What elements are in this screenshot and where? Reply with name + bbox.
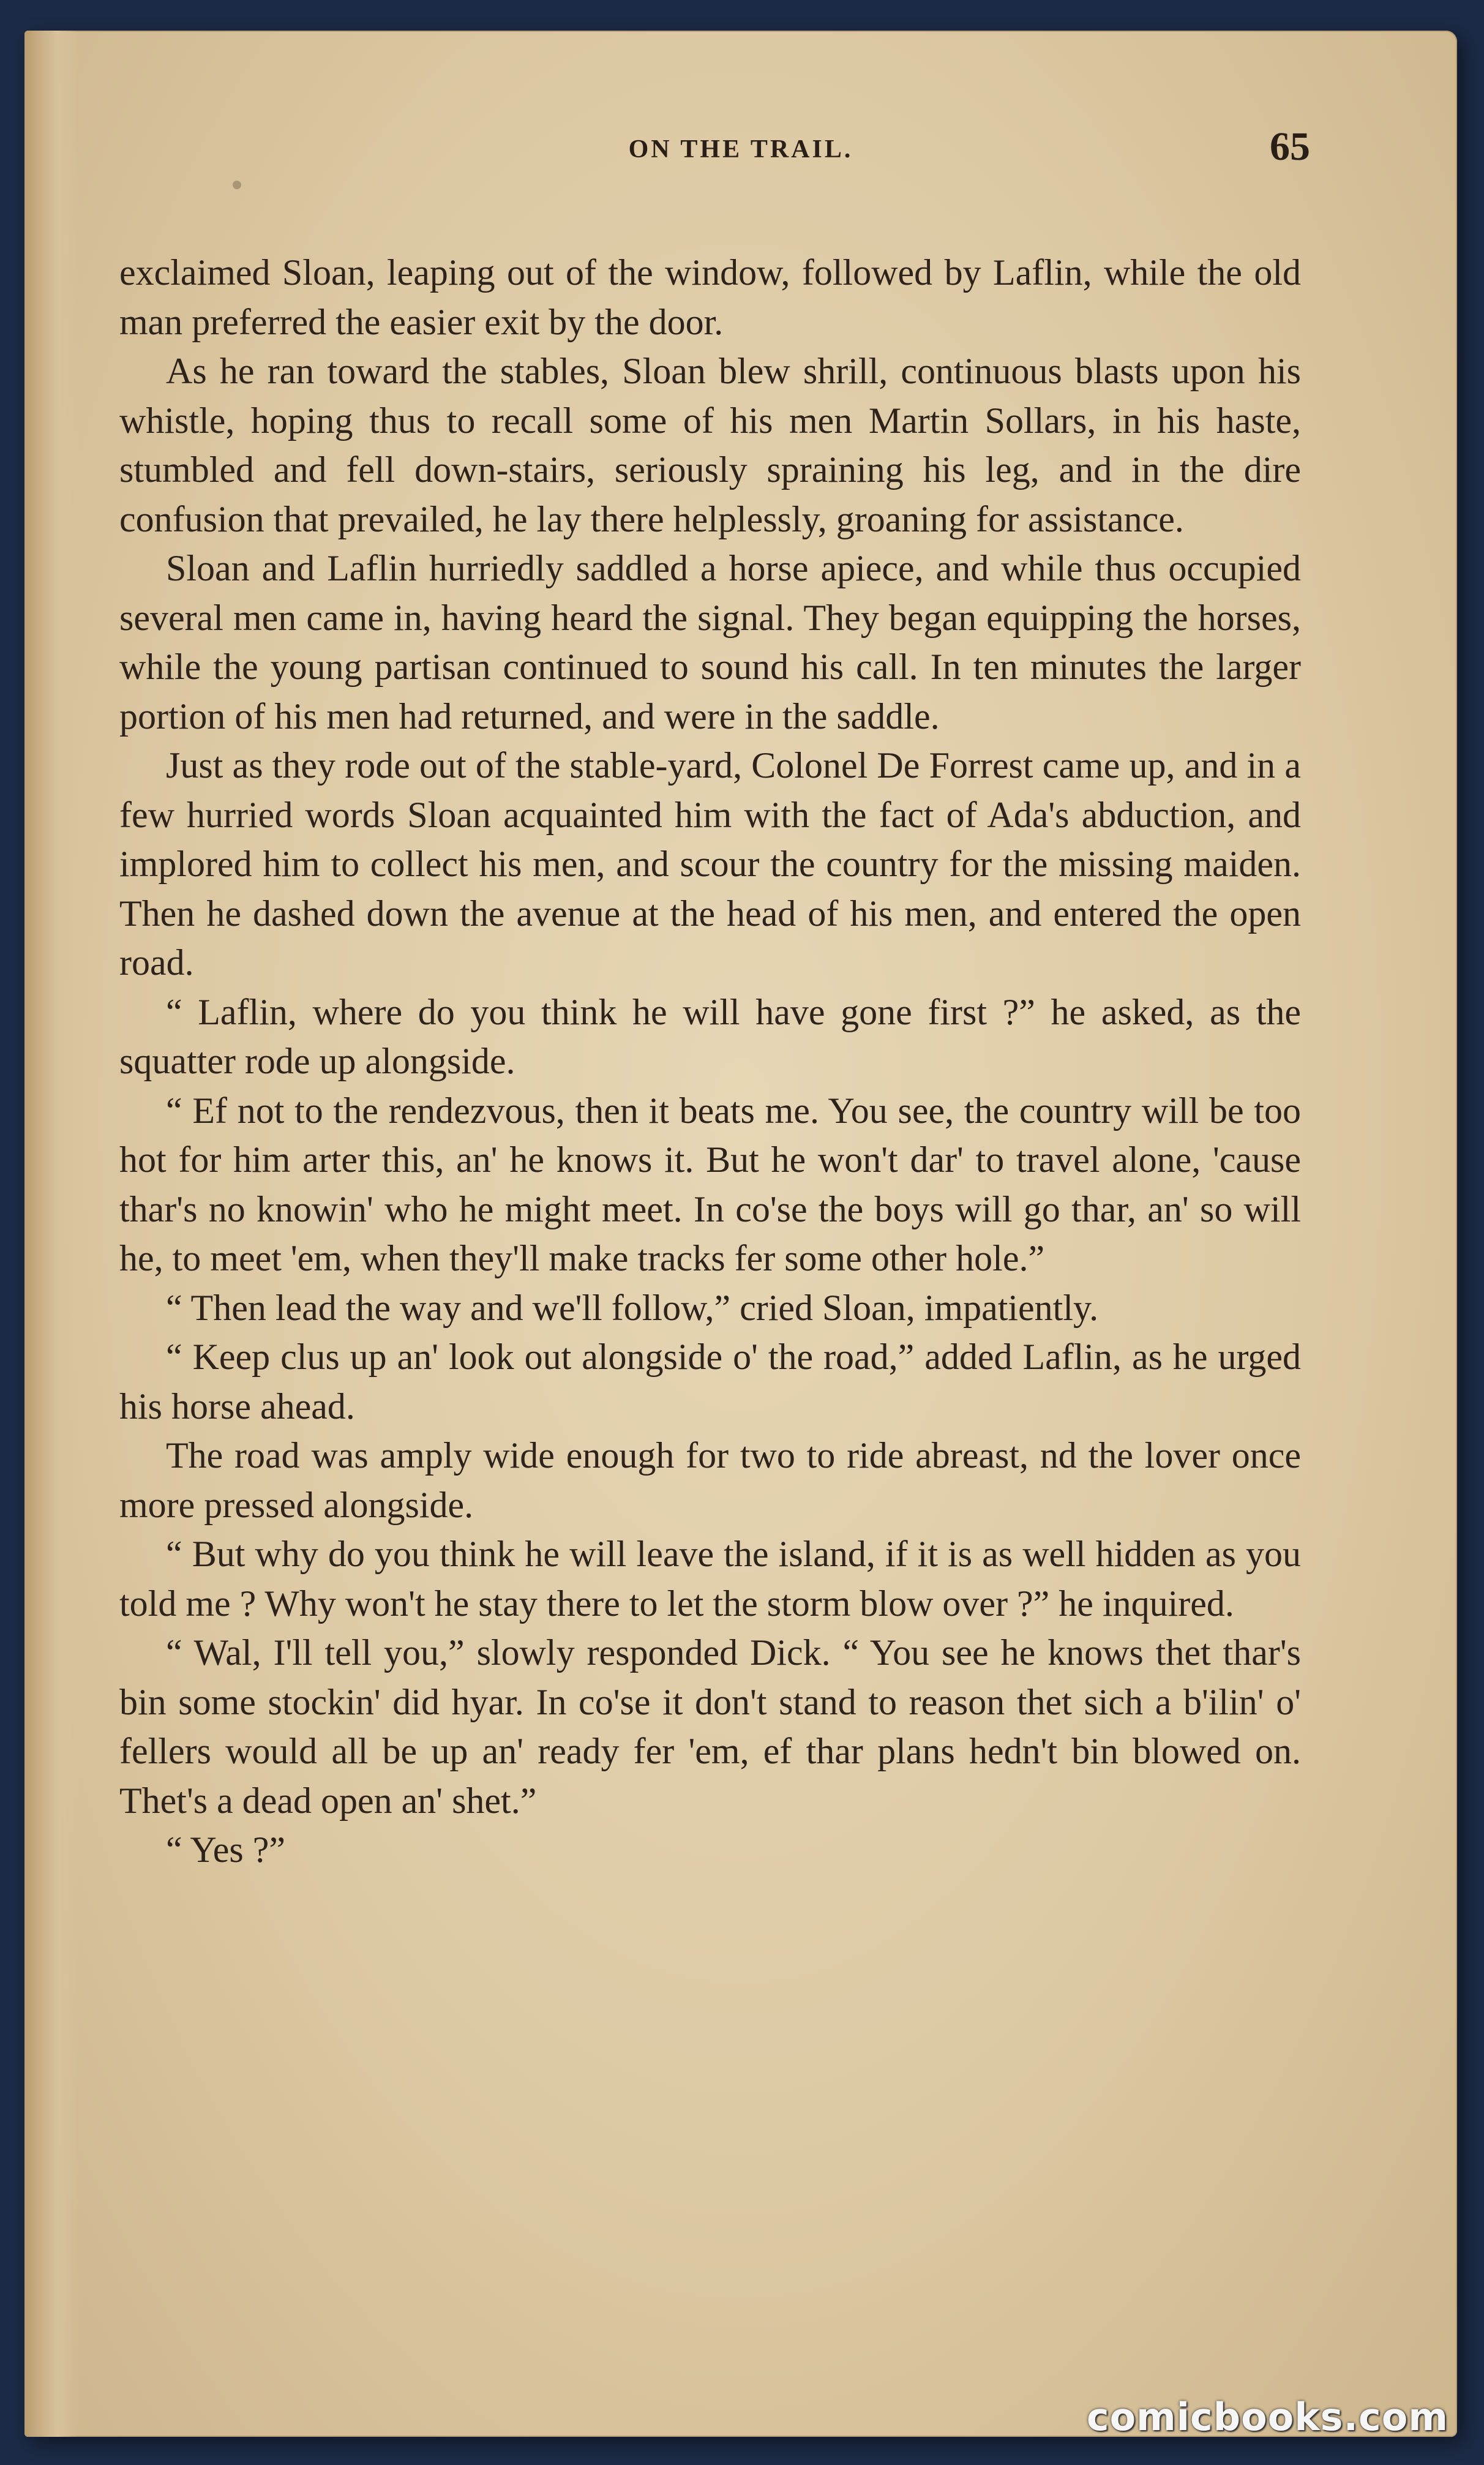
page-number: 65: [1270, 124, 1310, 169]
page-spine-shadow: [24, 31, 80, 2437]
paper-blemish: [233, 181, 241, 189]
paragraph: “ Yes ?”: [166, 1829, 285, 1870]
paragraph: “ Ef not to the rendezvous, then it beats me. You see, the country will be too hot for him arter this, an' he knows it. But he won't dar' to travel alone, 'cause thar's no knowin' who he might meet. In co'se the boys will go thar, an' so will he, to meet 'em, when they'll make tracks fer some other hole.”: [119, 1090, 1301, 1278]
paragraph: Sloan and Laflin hurriedly saddled a horse apiece, and while thus occupied several men came in, having heard the signal. They began equipping the horses, while the young partisan continued to sound his call. In ten minutes the larger portion of his men had returned, and were in the saddle.: [119, 548, 1301, 737]
paragraph: “ Keep clus up an' look out alongside o' the road,” added Laflin, as he urged his horse ahead.: [119, 1337, 1301, 1427]
paragraph: “ Wal, I'll tell you,” slowly responded Dick. “ You see he knows thet thar's bin some stockin' did hyar. In co'se it don't stand to reason thet sich a b'ilin' o' fellers would all be up an' ready fer 'em, ef thar plans hedn't bin blowed on. Thet's a dead open an' shet.”: [119, 1632, 1301, 1821]
running-head: ON THE TRAIL.: [628, 135, 853, 163]
body-text: [119, 248, 1301, 1875]
paragraph: The road was amply wide enough for two to ride abreast, nd the lover once more pressed alongside.: [119, 1435, 1301, 1525]
book-page: [24, 31, 1457, 2437]
paragraph: exclaimed Sloan, leaping out of the window, followed by Laflin, while the old man preferred the easier exit by the door.: [119, 252, 1301, 342]
paragraph: As he ran toward the stables, Sloan blew shrill, continuous blasts upon his whistle, hoping thus to recall some of his men Martin Sollars, in his haste, stumbled and fell down-stairs, seriously spraining his leg, and in the dire confusion that prevailed, he lay there helplessly, groaning for assistance.: [119, 351, 1301, 539]
watermark: comicbooks.com: [1086, 2395, 1448, 2439]
paragraph: “ But why do you think he will leave the island, if it is as well hidden as you told me ? Why won't he stay there to let the storm blow over ?” he inquired.: [119, 1534, 1301, 1624]
paragraph: “ Then lead the way and we'll follow,” cried Sloan, impatiently.: [166, 1287, 1099, 1328]
paragraph: “ Laflin, where do you think he will have gone first ?” he asked, as the squatter rode up alongside.: [119, 991, 1301, 1081]
paragraph: Just as they rode out of the stable-yard, Colonel De Forrest came up, and in a few hurried words Sloan acquainted him with the fact of Ada's abduction, and implored him to collect his men, and scour the country for the missing maiden. Then he dashed down the avenue at the head of his men, and entered the open road.: [119, 745, 1301, 983]
